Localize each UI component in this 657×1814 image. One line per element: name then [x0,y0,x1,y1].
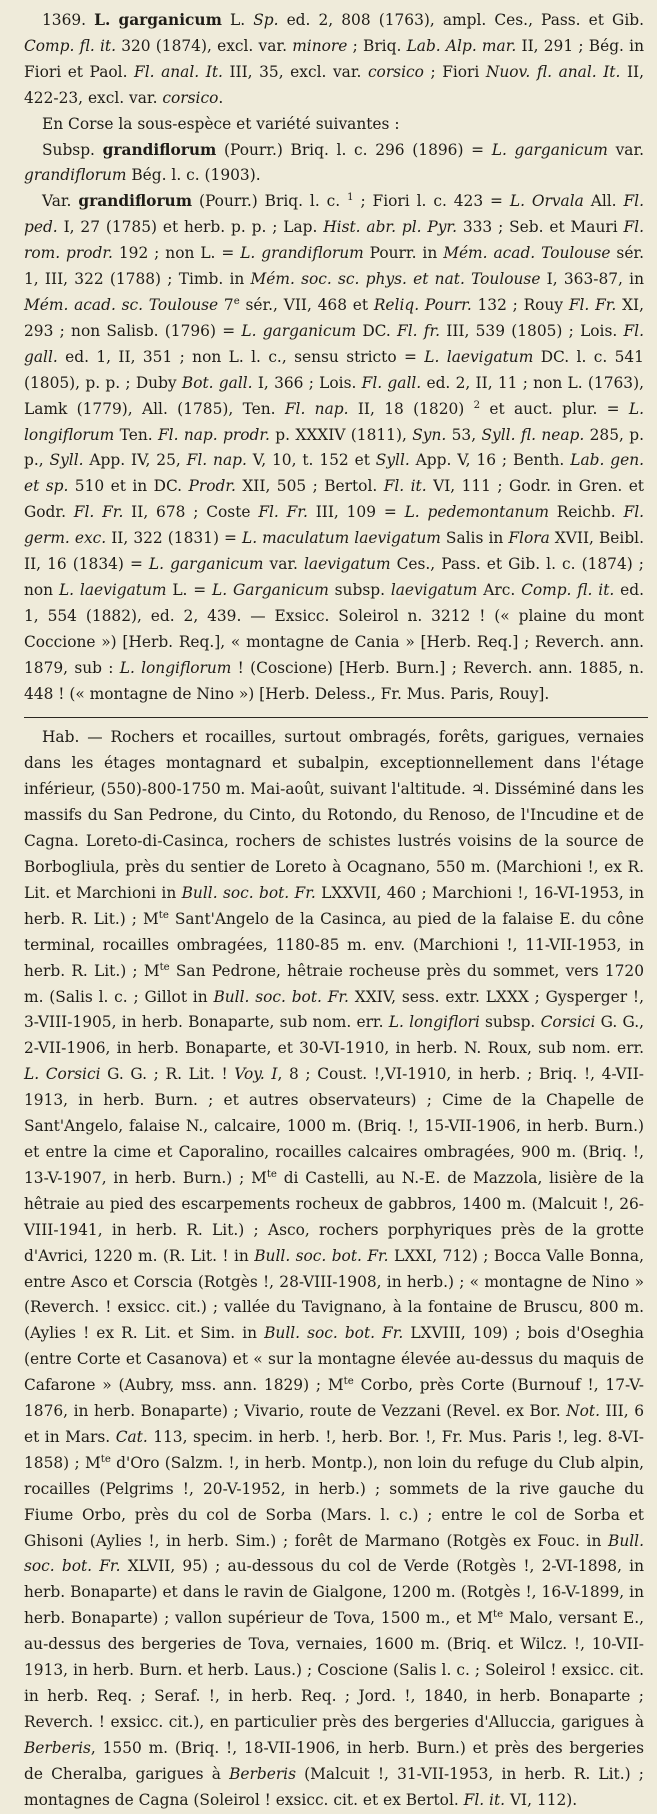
entry-number: 1369. [42,11,87,29]
footnote-ref-1: 1 [347,192,354,204]
subspecies-paragraph: Subsp. grandiflorum (Pourr.) Briq. l. c. 296 (1896) = L. garganicum var. grandiflorum Bég. l. c. (1903). [24,140,644,185]
variety-name: grandiflorum [78,192,193,211]
variety-paragraph: Var. grandiflorum (Pourr.) Briq. l. c. $^1$ ; Fiori l. c. 423 = L. Orvala All. Fl. ped. I, 27 (1785) et herb. p. p. ; Lap. Hist. abr. pl. Pyr. 333 ; Seb. et Mauri Fl. rom. prodr. 192 ; non L. = L. grandiflorum Pourr. in Mém. acad. Toulouse sér. 1, III, 322 (1788) ; Timb. in Mém. soc. sc. phys. et nat. Toulouse I, 363-87, in Mém. acad. sc. Toulouse 7e sér., VII, 468 et Reliq. Pourr. 132 ; Rouy Fl. Fr. XI, 293 ; non Salisb. (1796) = L. garganicum DC. Fl. fr. III, 539 (1805) ; Lois. Fl. gall. ed. 1, II, 351 ; non L. l. c., sensu stricto = L. laevigatum DC. l. c. 541 (1805), p. p. ; Duby Bot. gall. I, 366 ; Lois. Fl. gall. ed. 2, II, 11 ; non L. (1763), Lamk (1779), All. (1785), Ten. Fl. nap. II, 18 (1820) $^2$ et auct. plur. = L. longiflorum Ten. Fl. nap. prodr. p. XXXIV (1811), Syn. 53, Syll. fl. neap. 285, p. p., Syll. App. IV, 25, Fl. nap. V, 10, t. 152 et Syll. App. V, 16 ; Benth. Lab. gen. et sp. 510 et in DC. Prodr. XII, 505 ; Bertol. Fl. it. VI, 111 ; Godr. in Gren. et Godr. Fl. Fr. II, 678 ; Coste Fl. Fr. III, 109 = L. pedemontanum Reichb. Fl. germ. exc. II, 322 (1831) = L. maculatum laevigatum Salis in Flora XVII, Beibl. II, 16 (1834) = L. garganicum var. laevigatum Ces., Pass. et Gib. l. c. (1874) ; non L. laevigatum L. = L. Garganicum subsp. laevigatum Arc. Comp. fl. it. ed. 1, 554 (1882), ed. 2, 439. — Exsicc. Soleirol n. 3212 ! (« plaine du mont Coccione ») [Herb. Req.], « montagne de Cania » [Herb. Req.] ; Reverch. ann. 1879, sub : L. longiflorum ! (Coscione) [Herb. Burn.] ; Reverch. ann. 1885, n. 448 ! (« montagne de Nino ») [Herb. Deless., Fr. Mus. Paris, Rouy]. [24,192,645,703]
subspecies-name: grandiflorum [102,140,217,159]
genus-abbr: L. [94,11,111,29]
section-divider [24,717,648,718]
footnote-ref-2: 2 [473,399,481,411]
intro-line: En Corse la sous-espèce et variété suivantes : [42,114,400,133]
habitat-paragraph: Hab. — Rochers et rocailles, surtout ombragés, forêts, garigues, vernaies dans les étages montagnard et subalpin, exceptionnellement dans l'étage inférieur, (550)-800-1750 m. Mai-août, suivant l'altitude. ♃. Disséminé dans les massifs du San Pedrone, du Cinto, du Rotondo, du Renoso, de l'Incudine et de Cagna. Loreto-di-Casinca, rochers de schistes lustrés voisins de la source de Borbogliula, près du sentier de Loreto à Ocagnano, 550 m. (Marchioni !, ex R. Lit. et Marchioni in Bull. soc. bot. Fr. LXXVII, 460 ; Marchioni !, 16-VI-1953, in herb. R. Lit.) ; $M^{te}$ Sant'Angelo de la Casinca, au pied de la falaise E. du cône terminal, rocailles ombragées, 1180-85 m. env. (Marchioni !, 11-VII-1953, in herb. R. Lit.) ; $M^{te}$ San Pedrone, hêtraie rocheuse près du sommet, vers 1720 m. (Salis l. c. ; Gillot in Bull. soc. bot. Fr. XXIV, sess. extr. LXXX ; Gysperger !, 3-VIII-1905, in herb. Bonaparte, sub nom. err. L. longiflori subsp. Corsici G. G., 2-VII-1906, in herb. Bonaparte, et 30-VI-1910, in herb. N. Roux, sub nom. err. L. Corsici G. G. ; R. Lit. ! Voy. I, 8 ; Coust. !,VI-1910, in herb. ; Briq. !, 4-VII-1913, in herb. Burn. ; et autres observateurs) ; Cime de la Chapelle de Sant'Angelo, falaise N., calcaire, 1000 m. (Briq. !, 15-VII-1906, in herb. Burn.) et entre la cime et Caporalino, rocailles calcaires ombragées, 900 m. (Briq. !, 13-V-1907, in herb. Burn.) ; $M^{te}$ di Castelli, au N.-E. de Mazzola, lisière de la hêtraie au pied des escarpements rocheux de gabbros, 1400 m. (Malcuit !, 26-VIII-1941, in herb. R. Lit.) ; Asco, rochers porphyriques près de la grotte d'Avrici, 1220 m. (R. Lit. ! in Bull. soc. bot. Fr. LXXI, 712) ; Bocca Valle Bonna, entre Asco et Corscia (Rotgès !, 28-VIII-1908, in herb.) ; « montagne de Nino » (Reverch. ! exsicc. cit.) ; vallée du Tavignano, à la fontaine de Bruscu, 800 m. (Aylies ! ex R. Lit. et Sim. in Bull. soc. bot. Fr. LXVIII, 109) ; bois d'Oseghia (entre Corte et Casanova) et « sur la montagne élevée au-dessus du maquis de Cafarone » (Aubry, mss. ann. 1829) ; $M^{te}$ Corbo, près Corte (Burnouf !, 17-V-1876, in herb. Bonaparte) ; Vivario, route de Vezzani (Revel. ex Bor. Not. III, 6 et in Mars. Cat. 113, specim. in herb. !, herb. Bor. !, Fr. Mus. Paris !, leg. 8-VI-1858) ; $M^{te}$ d'Oro (Salzm. !, in herb. Montp.), non loin du refuge du Club alpin, rocailles (Pelgrims !, 20-V-1952, in herb.) ; sommets de la rive gauche du Fiume Orbo, près du col de Sorba (Mars. l. c.) ; entre le col de Sorba et Ghisoni (Aylies !, in herb. Sim.) ; forêt de Marmano (Rotgès ex Fouc. in Bull. soc. bot. Fr. XLVII, 95) ; au-dessous du col de Verde (Rotgès !, 2-VI-1898, in herb. Bonaparte) et dans le ravin de Gialgone, 1200 m. (Rotgès !, 16-V-1899, in herb. Bonaparte) ; vallon supérieur de Tova, 1500 m., et $M^{te}$ Malo, versant E., au-dessus des bergeries de Tova, vernaies, 1600 m. (Briq. et Wilcz. !, 10-VII-1913, in herb. Burn. et herb. Laus.) ; Coscione (Salis l. c. ; Soleirol ! exsicc. cit. in herb. Req. ; Seraf. !, in herb. Req. ; Jord. !, 1840, in herb. Bonaparte ; Reverch. ! exsicc. cit.), en particulier près des bergeries d'Alluccia, garigues à Berberis, 1550 m. (Briq. !, 18-VII-1906, in herb. Burn.) et près des bergeries de Cheralba, garigues à Berberis (Malcuit !, 31-VII-1953, in herb. R. Lit.) ; montagnes de Cagna (Soleirol ! exsicc. cit. et ex Bertol. Fl. it. VI, 112). [24,728,645,1809]
entry-paragraph: 1369. L. garganicum L. Sp. ed. 2, 808 (1763), ampl. Ces., Pass. et Gib. Comp. fl. it. 320 (1874), excl. var. minore ; Briq. Lab. Alp. mar. II, 291 ; Bég. in Fiori et Paol. Fl. anal. It. III, 35, excl. var. corsico ; Fiori Nuov. fl. anal. It. II, 422-23, excl. var. corsico. [24,11,645,107]
species-name: garganicum [118,11,222,29]
